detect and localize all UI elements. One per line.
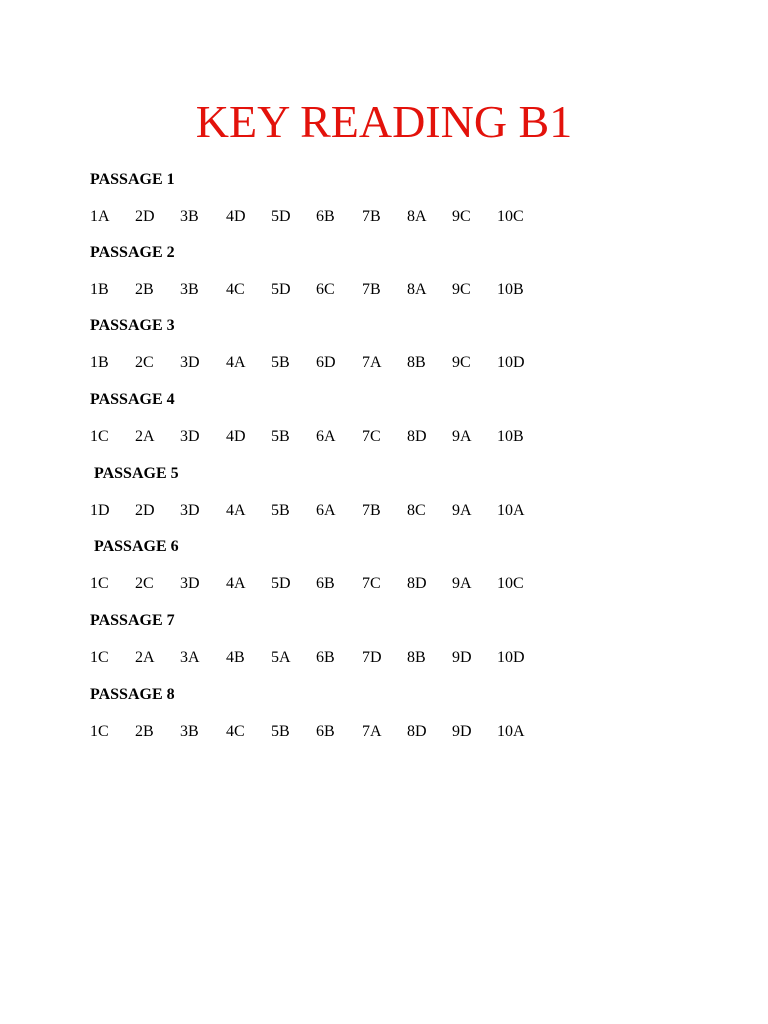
answer-item: 5B (271, 723, 290, 740)
answer-item: 2D (135, 208, 155, 225)
passage-5 (90, 464, 690, 521)
answer-item: 10A (497, 502, 525, 519)
answer-item: 7D (362, 649, 382, 666)
answer-item: 9A (452, 428, 472, 445)
answer-item: 9C (452, 208, 471, 225)
passage-8 (90, 685, 690, 742)
answer-item: 6C (316, 281, 335, 298)
passage-6 (90, 537, 690, 594)
answer-row (90, 648, 690, 668)
answer-item: 8A (407, 281, 427, 298)
answer-item: 2D (135, 502, 155, 519)
answer-item: 9C (452, 281, 471, 298)
answer-item: 1C (90, 723, 109, 740)
answer-item: 4C (226, 281, 245, 298)
answer-item: 6B (316, 575, 335, 592)
answer-item: 5D (271, 575, 291, 592)
answer-item: 6B (316, 208, 335, 225)
answer-row (90, 574, 690, 594)
answer-item: 8A (407, 208, 427, 225)
answer-row (90, 280, 690, 300)
passage-heading: PASSAGE 6 (90, 538, 179, 555)
answer-item: 1B (90, 281, 109, 298)
answer-item: 6A (316, 428, 336, 445)
answer-item: 7C (362, 575, 381, 592)
answer-item: 10A (497, 723, 525, 740)
answer-row (90, 207, 690, 227)
answer-item: 5A (271, 649, 291, 666)
answer-item: 1A (90, 208, 110, 225)
answer-item: 1C (90, 649, 109, 666)
answer-item: 9D (452, 649, 472, 666)
answer-item: 10D (497, 354, 525, 371)
answer-item: 10B (497, 428, 524, 445)
answer-item: 2A (135, 428, 155, 445)
answer-item: 5D (271, 281, 291, 298)
answer-item: 1C (90, 428, 109, 445)
answer-item: 5B (271, 354, 290, 371)
answer-item: 3B (180, 208, 199, 225)
passage-heading: PASSAGE 2 (90, 244, 175, 261)
passage-3 (90, 316, 690, 373)
answer-item: 3A (180, 649, 200, 666)
answer-item: 2C (135, 575, 154, 592)
answer-item: 7A (362, 723, 382, 740)
answer-item: 9D (452, 723, 472, 740)
answer-item: 2B (135, 723, 154, 740)
answer-item: 7C (362, 428, 381, 445)
answer-item: 2C (135, 354, 154, 371)
answer-item: 3D (180, 428, 200, 445)
answer-item: 4D (226, 208, 246, 225)
answer-item: 4C (226, 723, 245, 740)
answer-item: 5B (271, 502, 290, 519)
answer-item: 5D (271, 208, 291, 225)
passage-heading: PASSAGE 8 (90, 686, 175, 703)
passage-heading: PASSAGE 3 (90, 317, 175, 334)
answer-row (90, 501, 690, 521)
answer-item: 10B (497, 281, 524, 298)
answer-item: 7B (362, 502, 381, 519)
answer-item: 7B (362, 281, 381, 298)
passage-heading: PASSAGE 7 (90, 612, 175, 629)
answer-item: 5B (271, 428, 290, 445)
answer-item: 4B (226, 649, 245, 666)
answer-item: 9A (452, 502, 472, 519)
answer-item: 4A (226, 502, 246, 519)
answer-row (90, 427, 690, 447)
answer-item: 4A (226, 354, 246, 371)
answer-item: 10D (497, 649, 525, 666)
passage-heading: PASSAGE 1 (90, 171, 175, 188)
answer-item: 6B (316, 723, 335, 740)
passage-4 (90, 390, 690, 447)
document-title: KEY READING B1 (195, 96, 573, 147)
answer-item: 4A (226, 575, 246, 592)
answer-item: 8B (407, 354, 426, 371)
answer-item: 1D (90, 502, 110, 519)
answer-item: 6A (316, 502, 336, 519)
passage-7 (90, 611, 690, 668)
answer-item: 6D (316, 354, 336, 371)
passage-heading: PASSAGE 5 (90, 465, 179, 482)
answer-row (90, 353, 690, 373)
answer-item: 1B (90, 354, 109, 371)
answer-row (90, 722, 690, 742)
answer-item: 6B (316, 649, 335, 666)
answer-item: 2A (135, 649, 155, 666)
answer-item: 3D (180, 575, 200, 592)
answer-item: 3D (180, 502, 200, 519)
passage-2 (90, 243, 690, 300)
answer-item: 8D (407, 575, 427, 592)
answer-item: 2B (135, 281, 154, 298)
answer-item: 8D (407, 723, 427, 740)
answer-item: 9C (452, 354, 471, 371)
passage-1 (90, 170, 690, 227)
answer-item: 8D (407, 428, 427, 445)
answer-item: 7B (362, 208, 381, 225)
answer-item: 3D (180, 354, 200, 371)
answer-item: 10C (497, 575, 524, 592)
answer-item: 8B (407, 649, 426, 666)
passage-heading: PASSAGE 4 (90, 391, 175, 408)
answer-item: 1C (90, 575, 109, 592)
answer-item: 8C (407, 502, 426, 519)
answer-item: 9A (452, 575, 472, 592)
answer-item: 3B (180, 281, 199, 298)
answer-item: 7A (362, 354, 382, 371)
answer-item: 3B (180, 723, 199, 740)
answer-item: 4D (226, 428, 246, 445)
answer-item: 10C (497, 208, 524, 225)
